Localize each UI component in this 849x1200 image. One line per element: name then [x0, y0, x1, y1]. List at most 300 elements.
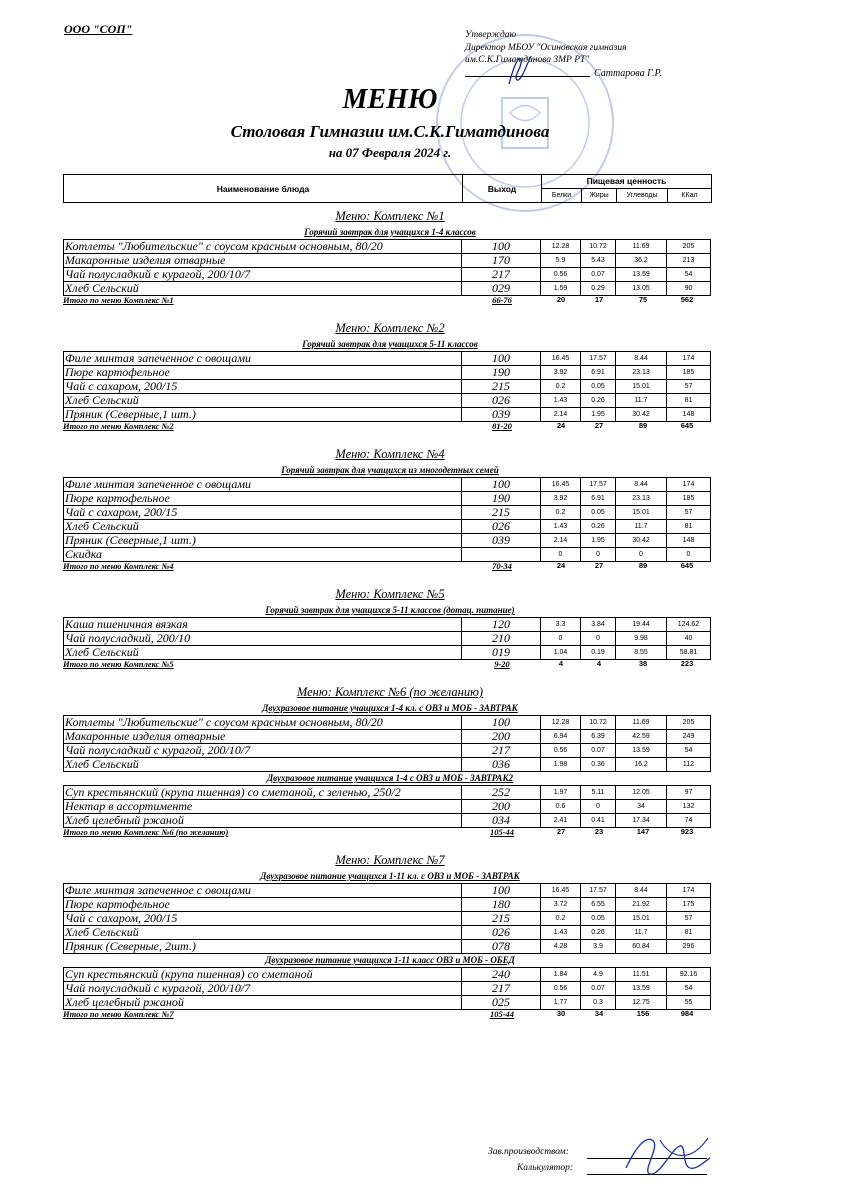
table-row [64, 492, 711, 506]
dish-protein: 0 [541, 632, 581, 646]
dish-protein: 0.2 [541, 380, 581, 394]
dish-output: 240 [462, 968, 541, 982]
total-kcal: 984 [680, 1009, 694, 1018]
dish-carbs: 12.05 [616, 786, 667, 800]
dish-name: Пряник (Северные, 2шт.) [64, 940, 462, 954]
dish-output: 180 [462, 898, 541, 912]
table-row [64, 716, 711, 730]
dish-fat: 0.05 [581, 506, 616, 520]
header-carbs: Углеводы [617, 189, 668, 202]
dish-protein: 2.41 [541, 814, 581, 828]
organization-name: ООО "СОП" [64, 22, 133, 36]
footer-signature [620, 1128, 715, 1183]
total-output: 81-20 [492, 421, 512, 431]
dish-carbs: 11.51 [616, 968, 667, 982]
dish-carbs: 23.13 [616, 492, 667, 506]
table-row [64, 520, 711, 534]
dish-output: 215 [462, 912, 541, 926]
dish-kcal: 40 [667, 632, 711, 646]
dish-carbs: 11.7 [616, 394, 667, 408]
table-row [64, 366, 711, 380]
dish-protein: 16.45 [541, 352, 581, 366]
menu-table [63, 967, 711, 1010]
dish-kcal: 97 [667, 786, 711, 800]
dish-carbs: 34 [616, 800, 667, 814]
dish-carbs: 13.59 [616, 744, 667, 758]
subgroup-title: Двухразовое питание учащихся 1-4 кл. с ОВЗ и МОБ - ЗАВТРАК [262, 703, 518, 713]
total-carbs: 156 [636, 1009, 650, 1018]
dish-output: 100 [462, 240, 541, 254]
dish-name: Чай полусладкий с курагой, 200/10/7 [64, 982, 462, 996]
dish-name: Каша пшеничная вязкая [64, 618, 462, 632]
dish-output: 019 [462, 646, 541, 660]
dish-output: 100 [462, 716, 541, 730]
dish-name: Макаронные изделия отварные [64, 730, 462, 744]
subgroup-title: Двухразовое питание учащихся 1-4 с ОВЗ и МОБ - ЗАВТРАК2 [266, 773, 514, 783]
total-name: Итого по меню Комплекс №7 [63, 1009, 174, 1019]
header-name: Наименование блюда [64, 175, 463, 202]
dish-kcal: 296 [667, 940, 711, 954]
dish-protein: 3.92 [541, 492, 581, 506]
total-kcal: 645 [680, 421, 694, 430]
total-fat: 17 [594, 295, 604, 304]
dish-fat: 6.39 [581, 730, 616, 744]
total-kcal: 923 [680, 827, 694, 836]
dish-protein: 0.2 [541, 506, 581, 520]
dish-fat: 5.11 [581, 786, 616, 800]
dish-name: Котлеты "Любительские" с соусом красным основным, 80/20 [64, 716, 462, 730]
dish-output: 039 [462, 408, 541, 422]
dish-output: 190 [462, 366, 541, 380]
dish-output: 039 [462, 534, 541, 548]
dish-carbs: 15.01 [616, 912, 667, 926]
subgroup-title: Горячий завтрак для учащихся 5-11 классов (дотац. питание) [265, 605, 515, 615]
table-row [64, 730, 711, 744]
total-name: Итого по меню Комплекс №6 (по желанию) [63, 827, 229, 837]
dish-output: 100 [462, 352, 541, 366]
table-row [64, 940, 711, 954]
dish-kcal: 124.62 [667, 618, 711, 632]
total-protein: 27 [556, 827, 566, 836]
dish-protein: 5.9 [541, 254, 581, 268]
dish-kcal: 185 [667, 492, 711, 506]
table-row [64, 506, 711, 520]
dish-fat: 0.41 [581, 814, 616, 828]
director-signature [505, 52, 535, 88]
dish-output: 215 [462, 380, 541, 394]
dish-name: Скидка [64, 548, 462, 562]
section-title: Меню: Комплекс №5 [335, 587, 445, 601]
dish-name: Филе минтая запеченное с овощами [64, 352, 462, 366]
dish-protein: 1.43 [541, 520, 581, 534]
dish-fat: 1.95 [581, 534, 616, 548]
dish-protein: 0.56 [541, 744, 581, 758]
dish-kcal: 205 [667, 716, 711, 730]
section-total [63, 1009, 710, 1020]
table-row [64, 800, 711, 814]
dish-fat: 0.26 [581, 926, 616, 940]
dish-name: Филе минтая запеченное с овощами [64, 884, 462, 898]
dish-fat: 0 [581, 548, 616, 562]
total-carbs: 38 [638, 659, 648, 668]
dish-fat: 3.84 [581, 618, 616, 632]
dish-output: 034 [462, 814, 541, 828]
dish-protein: 2.14 [541, 408, 581, 422]
dish-carbs: 12.75 [616, 996, 667, 1010]
dish-carbs: 15.01 [616, 506, 667, 520]
table-row [64, 968, 711, 982]
dish-kcal: 81 [667, 520, 711, 534]
dish-kcal: 0 [667, 548, 711, 562]
page-subtitle: Столовая Гимназии им.С.К.Гиматдинова [230, 122, 550, 141]
dish-fat: 0.26 [581, 394, 616, 408]
table-row [64, 478, 711, 492]
menu-table [63, 351, 711, 422]
dish-name: Пряник (Северные,1 шт.) [64, 408, 462, 422]
dish-fat: 3.9 [581, 940, 616, 954]
dish-protein: 1.59 [541, 282, 581, 296]
table-row [64, 912, 711, 926]
dish-protein: 0.56 [541, 268, 581, 282]
dish-name: Хлеб целебный ржаной [64, 814, 462, 828]
dish-protein: 4.28 [541, 940, 581, 954]
dish-kcal: 81 [667, 926, 711, 940]
table-row [64, 744, 711, 758]
total-carbs: 75 [638, 295, 648, 304]
dish-name: Чай с сахаром, 200/15 [64, 912, 462, 926]
dish-name: Чай полусладкий с курагой, 200/10/7 [64, 744, 462, 758]
dish-name: Пюре картофельное [64, 366, 462, 380]
dish-fat: 0.3 [581, 996, 616, 1010]
dish-name: Нектар в ассортименте [64, 800, 462, 814]
total-name: Итого по меню Комплекс №5 [63, 659, 174, 669]
header-protein: Белки [542, 189, 582, 202]
menu-table [63, 239, 711, 296]
dish-carbs: 11.7 [616, 926, 667, 940]
dish-kcal: 213 [667, 254, 711, 268]
section-total [63, 421, 710, 432]
total-fat: 4 [596, 659, 602, 668]
dish-fat: 6.91 [581, 366, 616, 380]
total-name: Итого по меню Комплекс №2 [63, 421, 174, 431]
dish-fat: 0.19 [581, 646, 616, 660]
total-output: 66-76 [492, 295, 512, 305]
dish-carbs: 60.84 [616, 940, 667, 954]
dish-protein: 1.43 [541, 926, 581, 940]
dish-carbs: 17.34 [616, 814, 667, 828]
menu-table [63, 715, 711, 772]
total-protein: 24 [556, 561, 566, 570]
total-carbs: 89 [638, 561, 648, 570]
page-title: МЕНЮ [342, 84, 438, 115]
dish-kcal: 148 [667, 408, 711, 422]
dish-protein: 3.72 [541, 898, 581, 912]
section-total [63, 827, 710, 838]
dish-output: 025 [462, 996, 541, 1010]
dish-kcal: 58.81 [667, 646, 711, 660]
dish-output: 217 [462, 744, 541, 758]
total-output: 9-20 [494, 659, 510, 669]
total-output: 105-44 [489, 827, 515, 837]
dish-fat: 5.43 [581, 254, 616, 268]
dish-kcal: 92.16 [667, 968, 711, 982]
total-protein: 20 [556, 295, 566, 304]
menu-date: на 07 Февраля 2024 г. [328, 145, 452, 160]
table-row [64, 254, 711, 268]
footer-manager-label: Зав.производством: [488, 1147, 569, 1157]
table-row [64, 534, 711, 548]
dish-fat: 17.57 [581, 478, 616, 492]
dish-name: Макаронные изделия отварные [64, 254, 462, 268]
header-fat: Жиры [582, 189, 617, 202]
dish-output: 036 [462, 758, 541, 772]
approval-line-3: им.С.К.Гиматдинова ЗМР РТ" [465, 55, 590, 65]
dish-carbs: 21.92 [616, 898, 667, 912]
total-fat: 23 [594, 827, 604, 836]
dish-carbs: 8.44 [616, 352, 667, 366]
dish-fat: 4.9 [581, 968, 616, 982]
dish-name: Суп крестьянский (крупа пшенная) со сметаной [64, 968, 462, 982]
dish-protein: 0.6 [541, 800, 581, 814]
menu-table [63, 785, 711, 828]
total-protein: 24 [556, 421, 566, 430]
dish-carbs: 42.59 [616, 730, 667, 744]
table-row [64, 394, 711, 408]
table-row [64, 898, 711, 912]
dish-kcal: 74 [667, 814, 711, 828]
dish-output: 252 [462, 786, 541, 800]
total-carbs: 89 [638, 421, 648, 430]
subgroup-title: Горячий завтрак для учащихся 1-4 классов [304, 227, 476, 237]
dish-fat: 0.26 [581, 520, 616, 534]
section-title: Меню: Комплекс №7 [335, 853, 445, 867]
dish-name: Пюре картофельное [64, 898, 462, 912]
dish-kcal: 132 [667, 800, 711, 814]
table-row [64, 548, 711, 562]
dish-fat: 1.95 [581, 408, 616, 422]
approval-block [465, 29, 627, 67]
dish-name: Хлеб Сельский [64, 926, 462, 940]
dish-name: Пряник (Северные,1 шт.) [64, 534, 462, 548]
dish-fat: 10.72 [581, 716, 616, 730]
dish-fat: 0.07 [581, 268, 616, 282]
dish-carbs: 0 [616, 548, 667, 562]
section-total [63, 561, 710, 572]
table-row [64, 408, 711, 422]
dish-name: Чай с сахаром, 200/15 [64, 506, 462, 520]
dish-fat: 6.55 [581, 898, 616, 912]
dish-name: Чай полусладкий с курагой, 200/10/7 [64, 268, 462, 282]
dish-kcal: 54 [667, 982, 711, 996]
dish-protein: 3.3 [541, 618, 581, 632]
dish-name: Чай полусладкий, 200/10 [64, 632, 462, 646]
dish-carbs: 19.44 [616, 618, 667, 632]
dish-output [462, 548, 541, 562]
dish-fat: 0.07 [581, 744, 616, 758]
header-kcal: ККал [681, 192, 698, 199]
dish-kcal: 54 [667, 268, 711, 282]
dish-kcal: 174 [667, 884, 711, 898]
header-output: Выход [463, 175, 542, 202]
dish-carbs: 8.55 [616, 646, 667, 660]
dish-output: 026 [462, 926, 541, 940]
dish-carbs: 13.05 [616, 282, 667, 296]
dish-fat: 17.57 [581, 352, 616, 366]
dish-name: Суп крестьянский (крупа пшенная) со сметаной, с зеленью, 250/2 [64, 786, 462, 800]
dish-name: Филе минтая запеченное с овощами [64, 478, 462, 492]
dish-kcal: 55 [667, 996, 711, 1010]
dish-protein: 6.94 [541, 730, 581, 744]
dish-fat: 0 [581, 632, 616, 646]
dish-protein: 0.56 [541, 982, 581, 996]
dish-kcal: 148 [667, 534, 711, 548]
dish-output: 215 [462, 506, 541, 520]
dish-name: Хлеб целебный ржаной [64, 996, 462, 1010]
dish-kcal: 57 [667, 380, 711, 394]
dish-kcal: 112 [667, 758, 711, 772]
dish-kcal: 81 [667, 394, 711, 408]
dish-carbs: 30.42 [616, 408, 667, 422]
table-row [64, 240, 711, 254]
footer-calculator-label: Калькулятор: [517, 1163, 574, 1173]
dish-fat: 10.72 [581, 240, 616, 254]
section-total [63, 295, 710, 306]
dish-protein: 1.97 [541, 786, 581, 800]
dish-output: 200 [462, 800, 541, 814]
table-row [64, 814, 711, 828]
dish-kcal: 249 [667, 730, 711, 744]
menu-table [63, 617, 711, 660]
dish-name: Чай с сахаром, 200/15 [64, 380, 462, 394]
approval-line-1: Утверждаю [465, 30, 517, 40]
section-title: Меню: Комплекс №4 [335, 447, 445, 461]
dish-fat: 0.05 [581, 380, 616, 394]
subgroup-title: Двухразовое питание учащихся 1-11 кл. с ОВЗ и МОБ - ЗАВТРАК [260, 871, 520, 881]
table-row [64, 352, 711, 366]
section-title: Меню: Комплекс №1 [335, 209, 445, 223]
section-total [63, 659, 710, 670]
dish-carbs: 16.2 [616, 758, 667, 772]
subgroup-title: Двухразовое питание учащихся 1-11 класс ОВЗ и МОБ - ОБЕД [265, 955, 515, 965]
table-row [64, 926, 711, 940]
dish-output: 029 [462, 282, 541, 296]
dish-name: Хлеб Сельский [64, 520, 462, 534]
section-title: Меню: Комплекс №6 (по желанию) [296, 685, 484, 699]
dish-kcal: 174 [667, 478, 711, 492]
total-output: 105-44 [489, 1009, 515, 1019]
dish-output: 170 [462, 254, 541, 268]
table-row [64, 646, 711, 660]
total-output: 70-34 [492, 561, 512, 571]
dish-protein: 16.45 [541, 884, 581, 898]
dish-protein: 16.45 [541, 478, 581, 492]
dish-name: Хлеб Сельский [64, 394, 462, 408]
dish-output: 210 [462, 632, 541, 646]
table-header [63, 174, 712, 203]
total-fat: 34 [594, 1009, 604, 1018]
approval-line-2: Директор МБОУ "Осиновская гимназия [465, 42, 627, 53]
dish-output: 100 [462, 884, 541, 898]
dish-fat: 0.07 [581, 982, 616, 996]
dish-carbs: 11.7 [616, 520, 667, 534]
total-name: Итого по меню Комплекс №1 [63, 295, 174, 305]
dish-kcal: 54 [667, 744, 711, 758]
dish-protein: 1.04 [541, 646, 581, 660]
dish-name: Хлеб Сельский [64, 646, 462, 660]
dish-protein: 0 [541, 548, 581, 562]
dish-protein: 12.28 [541, 240, 581, 254]
dish-carbs: 11.69 [616, 716, 667, 730]
subgroup-title: Горячий завтрак для учащихся из многодетных семей [281, 465, 499, 475]
dish-fat: 0.36 [581, 758, 616, 772]
table-row [64, 758, 711, 772]
total-fat: 27 [594, 421, 604, 430]
dish-protein: 1.77 [541, 996, 581, 1010]
dish-carbs: 23.13 [616, 366, 667, 380]
total-kcal: 562 [680, 295, 694, 304]
table-row [64, 996, 711, 1010]
dish-output: 200 [462, 730, 541, 744]
dish-protein: 1.43 [541, 394, 581, 408]
section-title: Меню: Комплекс №2 [335, 321, 445, 335]
dish-kcal: 205 [667, 240, 711, 254]
total-name: Итого по меню Комплекс №4 [63, 561, 174, 571]
total-carbs: 147 [636, 827, 650, 836]
dish-protein: 1.98 [541, 758, 581, 772]
menu-table [63, 477, 711, 562]
dish-protein: 1.84 [541, 968, 581, 982]
dish-output: 120 [462, 618, 541, 632]
dish-protein: 3.92 [541, 366, 581, 380]
dish-kcal: 174 [667, 352, 711, 366]
dish-fat: 0.05 [581, 912, 616, 926]
total-kcal: 223 [680, 659, 694, 668]
total-fat: 27 [594, 561, 604, 570]
dish-kcal: 57 [667, 912, 711, 926]
menu-table [63, 883, 711, 954]
dish-kcal: 175 [667, 898, 711, 912]
dish-output: 217 [462, 982, 541, 996]
dish-name: Пюре картофельное [64, 492, 462, 506]
table-row [64, 632, 711, 646]
dish-carbs: 13.59 [616, 268, 667, 282]
dish-carbs: 30.42 [616, 534, 667, 548]
total-protein: 4 [558, 659, 564, 668]
approval-signer: Саттарова Г.Р. [594, 68, 663, 79]
dish-output: 078 [462, 940, 541, 954]
header-nutrition: Пищевая ценность [542, 175, 711, 189]
dish-carbs: 15.01 [616, 380, 667, 394]
dish-carbs: 8.44 [616, 478, 667, 492]
dish-fat: 0.29 [581, 282, 616, 296]
table-row [64, 282, 711, 296]
dish-carbs: 13.59 [616, 982, 667, 996]
dish-output: 100 [462, 478, 541, 492]
dish-fat: 17.57 [581, 884, 616, 898]
dish-protein: 12.28 [541, 716, 581, 730]
dish-fat: 6.91 [581, 492, 616, 506]
table-row [64, 380, 711, 394]
total-protein: 30 [556, 1009, 566, 1018]
table-row [64, 268, 711, 282]
dish-carbs: 36.2 [616, 254, 667, 268]
table-row [64, 982, 711, 996]
table-row [64, 786, 711, 800]
dish-kcal: 90 [667, 282, 711, 296]
total-kcal: 645 [680, 561, 694, 570]
dish-output: 190 [462, 492, 541, 506]
table-row [64, 884, 711, 898]
